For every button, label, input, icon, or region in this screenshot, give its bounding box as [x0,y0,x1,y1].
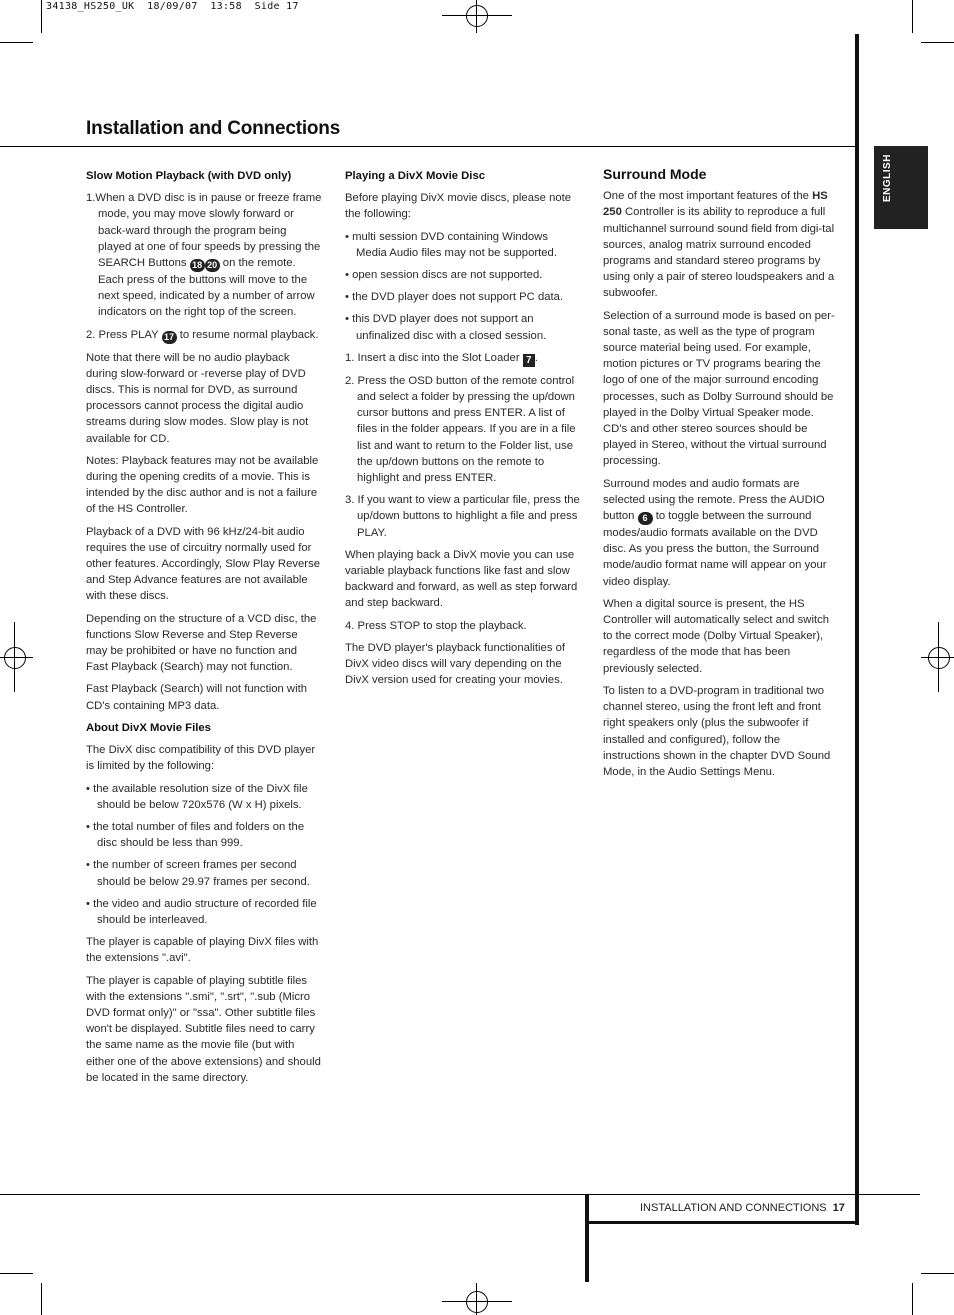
bullet-item: • the DVD player does not support PC data. [345,291,564,304]
button-badge: 20 [205,259,220,272]
section-heading: About DivX Movie Files [86,721,211,734]
paragraph: Fast Playback (Search) will not function with CD's containing MP3 data. [86,683,308,712]
list-item: 1.When a DVD disc is in pause or freeze frame mode, you may move slowly forward or back-ward through the program being played at one of four speeds by pressing the SEARCH Buttons 18 20 on the remote. Each press of the buttons will move to the next speed, indicated by a number of arrow indicators on the right top of the screen. [86,192,322,319]
crop-mark [41,0,42,33]
bullet-item: • the available resolution size of the DivX file should be below 720x576 (W x H) pixels. [86,782,308,811]
column-2 [345,168,581,694]
paragraph: One of the most important features of the HS 250 Controller is its ability to reproduce a full multichannel surround sound field from digi-tal sources, analog matrix surround encoded programs and standard stereo programs by using only a pair of stereo loudspeakers and a subwoofer. [603,190,835,300]
crop-mark [912,0,913,33]
button-badge: 18 [190,259,205,272]
button-badge: 17 [162,331,177,344]
paragraph: Surround modes and audio formats are selected using the remote. Press the AUDIO button 6 to toggle between the surround modes/audio formats available on the DVD disc. As you press the button, the Surround mode/audio format name will appear on your video display. [603,477,827,588]
bullet-item: • multi session DVD containing Windows Media Audio files may not be supported. [345,230,557,259]
bullet-item: • the video and audio structure of recorded file should be interleaved. [86,897,317,926]
paragraph: To listen to a DVD-program in traditional two channel stereo, using the front left and front right speakers only (plus the subwoofer if installed and configured), follow the instructions shown in the chapter DVD Sound Mode, in the Audio Settings Menu. [603,684,831,778]
section-heading: Surround Mode [603,166,707,182]
list-item: 2. Press PLAY 17 to resume normal playback. [86,328,319,342]
bullet-item: • the total number of files and folders on the disc should be less than 999. [86,820,305,850]
button-badge: 7 [523,354,535,367]
paragraph: Notes: Playback features may not be available during the opening credits of a movie. This is intended by the disc author and is not a failure of the HS Controller. [86,454,319,516]
paragraph: The DVD player's playback functionalities of DivX video discs will vary depending on the DivX version used for creating your movies. [345,641,566,687]
registration-mark [476,0,477,33]
list-item: 1. Insert a disc into the Slot Loader 7 . [345,351,538,366]
footer-divider-vertical [585,1194,589,1282]
registration-mark [442,15,512,16]
list-item: 4. Press STOP to stop the playback. [345,619,527,632]
language-tab-label: ENGLISH [882,154,893,202]
product-name: HS 250 [603,190,828,219]
paragraph: Before playing DivX movie discs, please note the following: [345,192,572,221]
section-heading: Slow Motion Playback (with DVD only) [86,170,292,182]
crop-mark [0,42,33,43]
footer-rule [0,1194,920,1195]
language-tab [874,146,928,229]
crop-mark [41,1283,42,1315]
registration-mark [466,5,488,27]
registration-mark [4,647,26,669]
list-item: 3. If you want to view a particular file, press the up/down buttons to highlight a file and press PLAY. [345,494,580,539]
footer-rule-bottom [589,1221,859,1224]
page-footer [640,1202,845,1214]
section-heading: Playing a DivX Movie Disc [345,170,486,182]
paragraph: The player is capable of playing subtitle files with the extensions ".smi", ".srt", ".sub (Micro DVD format only)" or "ssa". Other subtitle files won't be displayed. Subtitle files need to carry the same name as the movie file (but with either one of the above extensions) and should be located in the same directory. [86,974,321,1084]
registration-mark [14,622,15,692]
page-number: 17 [832,1202,845,1214]
button-badge: 6 [638,512,653,525]
paragraph: Playback of a DVD with 96 kHz/24-bit audio requires the use of circuitry normally used for other features. Accordingly, Slow Play Reverse and Step Advance features are not available with these discs. [86,525,320,603]
paragraph: The player is capable of playing DivX files with the extensions ".avi". [86,936,319,965]
paragraph: When a digital source is present, the HS Controller will automatically select and switch to the correct mode (Dolby Virtual Speaker), regardless of the mode that has been previously selected. [603,597,830,675]
paragraph: The DivX disc compatibility of this DVD player is limited by the following: [86,744,316,773]
column-1 [86,168,322,1092]
header-rule [0,146,856,147]
registration-mark [476,1283,477,1315]
crop-mark [912,1283,913,1315]
crop-mark [921,42,954,43]
bullet-item: • the number of screen frames per second should be below 29.97 frames per second. [86,859,310,888]
print-slug: 34138_HS250_UK 18/09/07 13:58 Side 17 [46,1,299,12]
registration-mark [0,657,33,658]
list-item: 2. Press the OSD button of the remote control and select a folder by pressing the up/down cursor buttons and press ENTER. A list of files in the folder appears. If you are in a file list and want to return to the Folder list, use the up/down buttons on the remote to highlight and press ENTER. [345,374,576,485]
bullet-item: • this DVD player does not support an unfinalized disc with a closed session. [345,313,547,342]
page-title: Installation and Connections [86,118,341,139]
crop-mark [0,1273,33,1274]
crop-mark [921,1273,954,1274]
registration-mark [466,1291,488,1313]
bullet-item: • open session discs are not supported. [345,269,543,282]
paragraph: When playing back a DivX movie you can use variable playback functions like fast and slow backward and forward, as well as step forward and step backward. [345,548,578,610]
paragraph: Selection of a surround mode is based on per-sonal taste, as well as the type of program source material being used. For example, motion pictures or TV programs bearing the logo of one of the major surround encoding processes, such as Dolby Surround should be played in the Dolby Virtual Speaker mode. CD's and other stereo sources should be played in Stereo, without the virtual surround processing. [603,309,835,468]
column-3 [603,166,839,786]
registration-mark [938,622,939,692]
paragraph: Note that there will be no audio playback during slow-forward or -reverse play of DVD discs. This is normal for DVD, as surround processors cannot process the digital audio streams during slow modes. Slow play is not available for CD. [86,351,309,445]
registration-mark [442,1301,512,1302]
page-border-right [855,34,859,1225]
paragraph: Depending on the structure of a VCD disc, the functions Slow Reverse and Step Reverse may be prohibited or have no function and Fast Playback (Search) may not function. [86,612,317,674]
footer-label: INSTALLATION AND CONNECTIONS [640,1202,827,1214]
registration-mark [928,647,950,669]
